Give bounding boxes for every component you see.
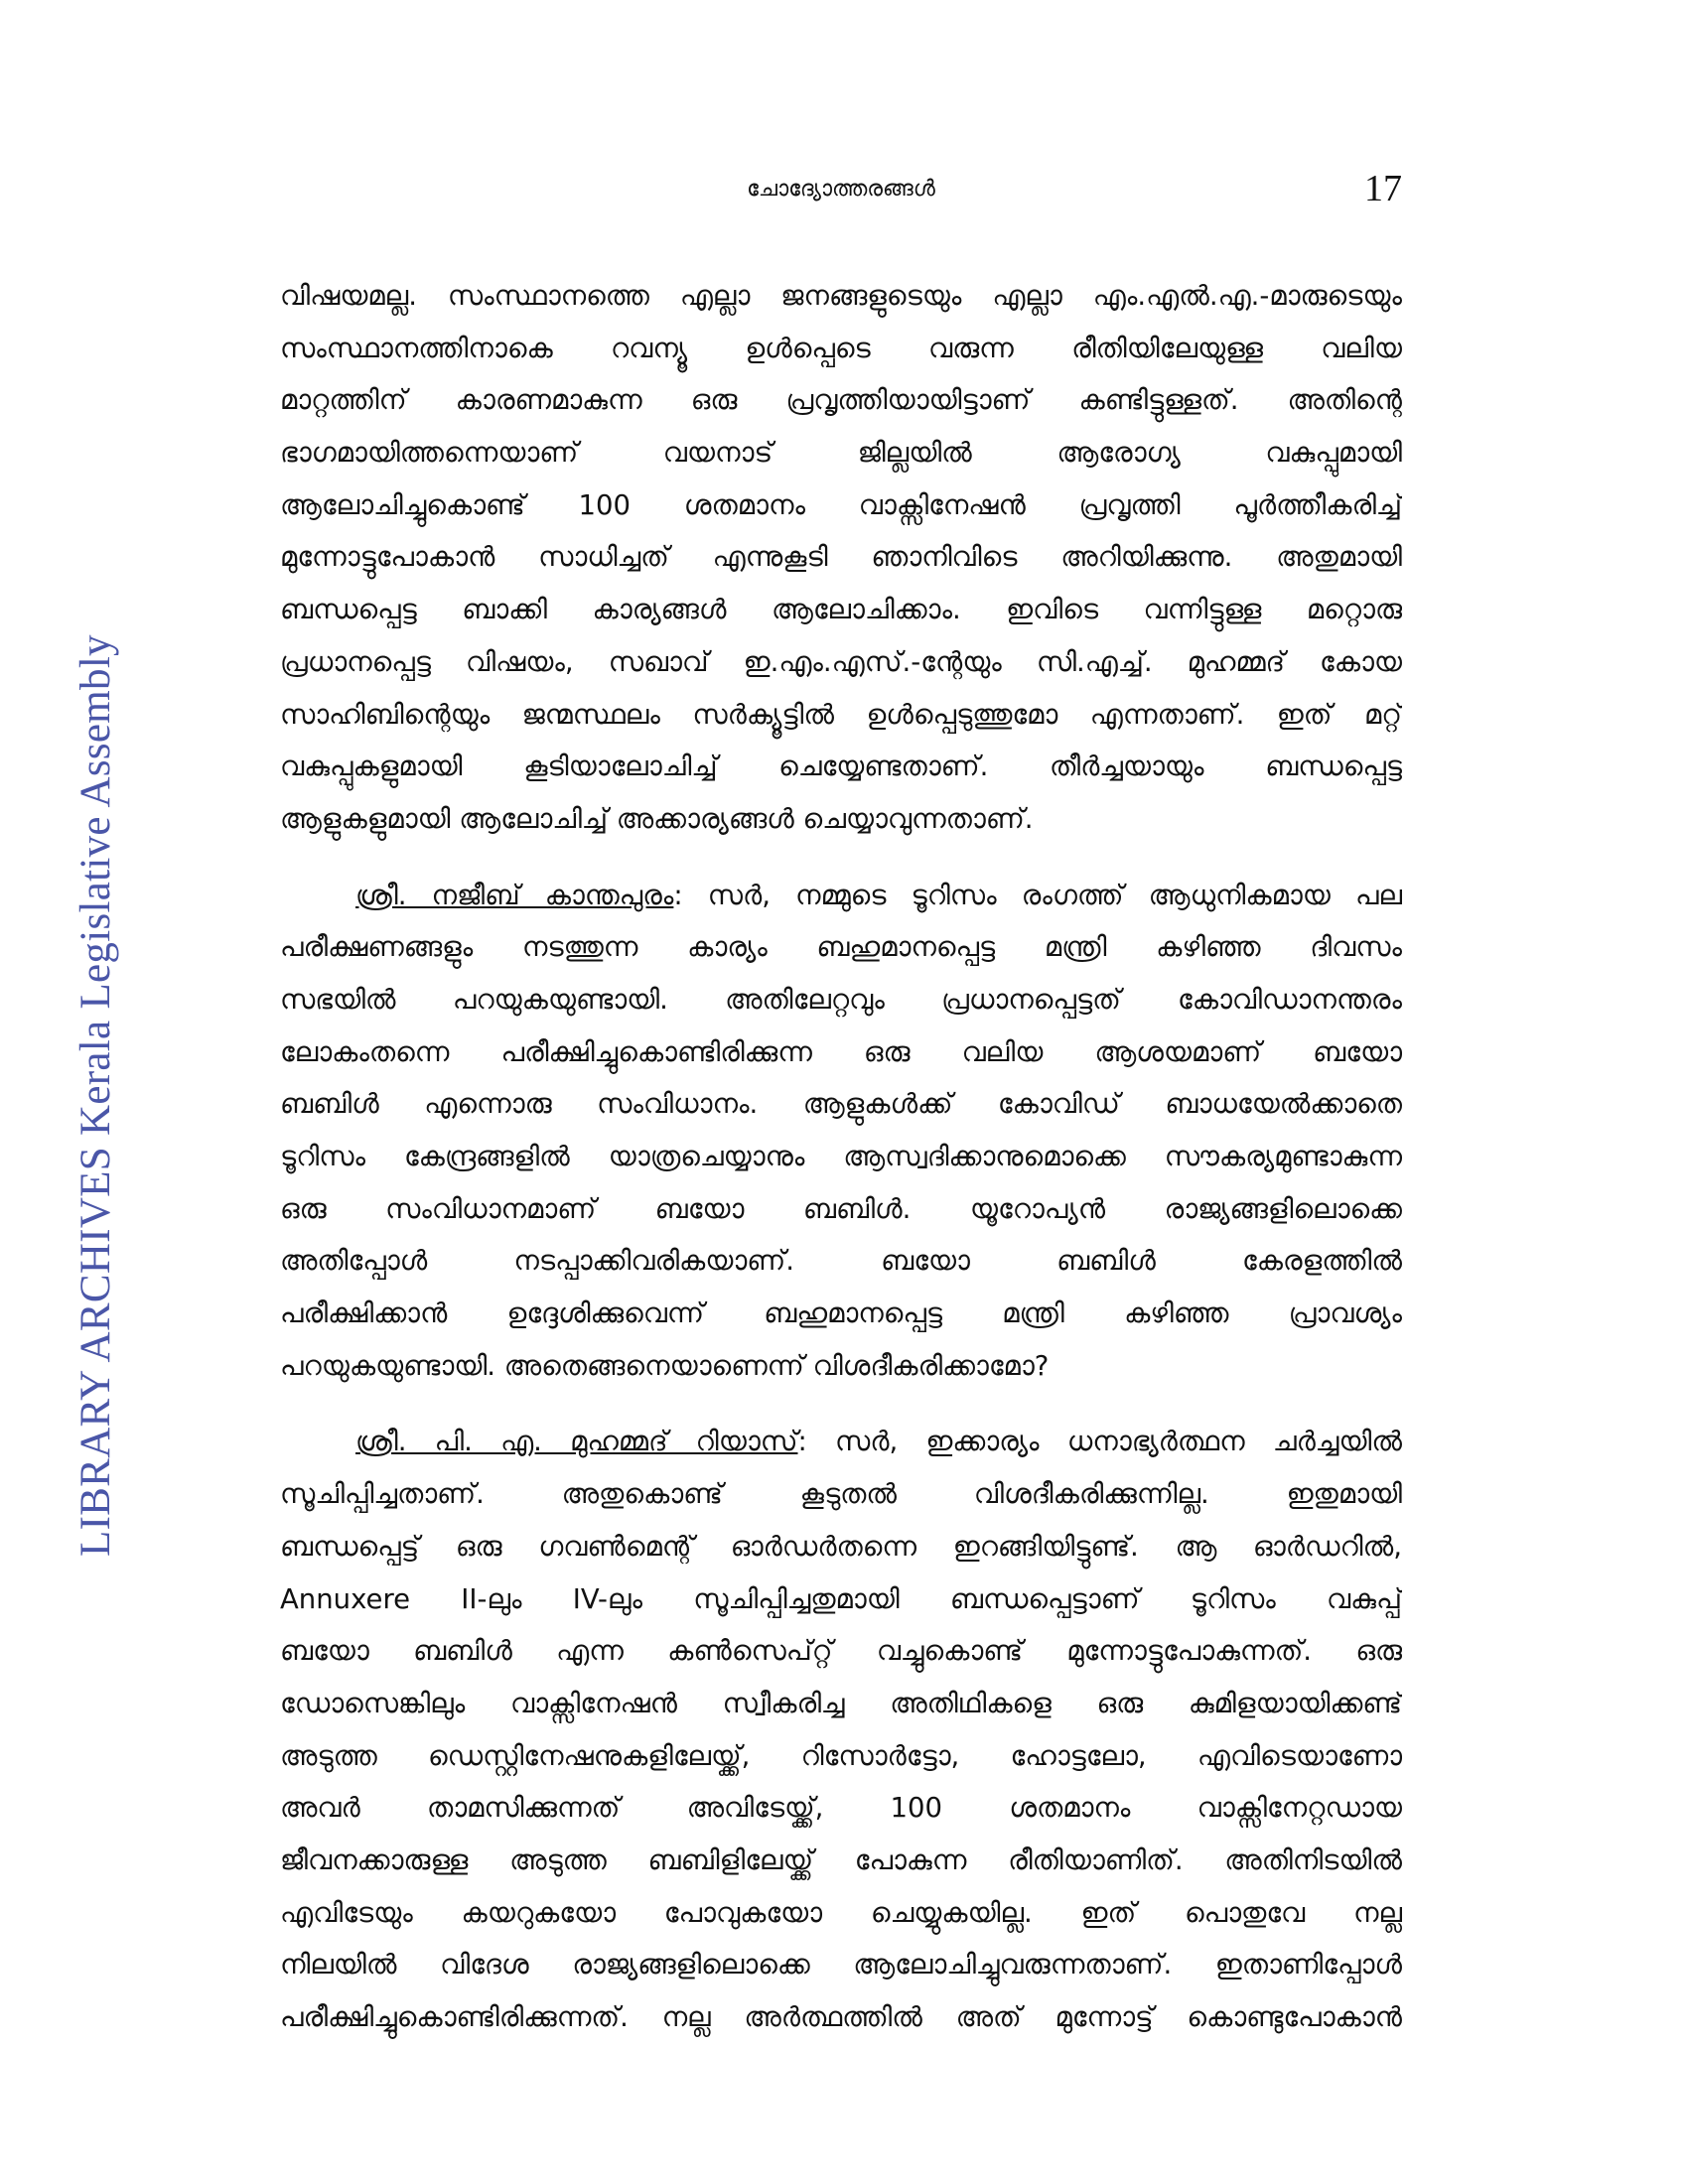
text-line: പരീക്ഷിക്കാൻ ഉദ്ദേശിക്കുവെന്ന് ബഹുമാനപ്പെട്ട മന്ത്രി കഴിഞ്ഞ പ്രാവശ്യം	[280, 1297, 1402, 1330]
paragraph-question	[280, 870, 1402, 1393]
text-line: ബന്ധപ്പെട്ട് ഒരു ഗവൺമെന്റ് ഓർഡർതന്നെ ഇറങ്ങിയിട്ടുണ്ട്. ആ ഓർഡറിൽ,	[280, 1530, 1402, 1563]
text-line: വിഷയമല്ല. സംസ്ഥാനത്തെ എല്ലാ ജനങ്ങളുടെയും എല്ലാ എം.എൽ.എ.-മാരുടെയും	[280, 280, 1402, 312]
text-line: നിലയിൽ വിദേശ രാജ്യങ്ങളിലൊക്കെ ആലോചിച്ചുവരുന്നതാണ്. ഇതാണിപ്പോൾ	[280, 1949, 1402, 1981]
text-line: ബയോ ബബിൾ എന്ന കൺസെപ്റ്റ് വച്ചുകൊണ്ട് മുന്നോട്ടുപോകുന്നത്. ഒരു	[280, 1635, 1402, 1668]
text-line: ബബിൾ എന്നൊരു സംവിധാനം. ആളുകൾക്ക് കോവിഡ് ബാധയേൽക്കാതെ	[280, 1088, 1402, 1121]
page-number: 17	[1364, 168, 1402, 209]
text-line: ഡോസെങ്കിലും വാക്സിനേഷൻ സ്വീകരിച്ച അതിഥികളെ ഒരു കുമിളയായിക്കണ്ട്	[280, 1687, 1402, 1719]
speaker-line-text: : സർ, നമ്മുടെ ടൂറിസം രംഗത്ത് ആധുനികമായ പല	[673, 879, 1402, 911]
vertical-watermark: LIBRARY ARCHIVES Kerala Legislative Assembly	[72, 634, 119, 1557]
text-line: Annuxere II-ലും IV-ലും സൂചിപ്പിച്ചതുമായി ബന്ധപ്പെട്ടാണ് ടൂറിസം വകുപ്പ്	[280, 1582, 1402, 1615]
text-line: പരീക്ഷിച്ചുകൊണ്ടിരിക്കുന്നത്. നല്ല അർത്ഥത്തിൽ അത് മുന്നോട്ട് കൊണ്ടുപോകാൻ	[280, 2001, 1402, 2033]
text-line: പറയുകയുണ്ടായി. അതെങ്ങനെയാണെന്ന് വിശദീകരിക്കാമോ?	[280, 1349, 1050, 1382]
text-line: ഭാഗമായിത്തന്നെയാണ് വയനാട് ജില്ലയിൽ ആരോഗ്യ വകുപ്പുമായി	[280, 437, 1402, 470]
text-line: അവർ താമസിക്കുന്നത് അവിടേയ്ക്ക്, 100 ശതമാനം വാക്സിനേറ്റഡായ	[280, 1792, 1402, 1825]
page-header	[280, 167, 1402, 216]
text-line: പ്രധാനപ്പെട്ട വിഷയം, സഖാവ് ഇ.എം.എസ്.-ന്റേയും സി.എച്ച്. മുഹമ്മദ് കോയ	[280, 645, 1402, 678]
text-line: ലോകംതന്നെ പരീക്ഷിച്ചുകൊണ്ടിരിക്കുന്ന ഒരു വലിയ ആശയമാണ് ബയോ	[280, 1035, 1402, 1068]
paragraph-answer	[280, 1416, 1402, 2043]
text-line: ടൂറിസം കേന്ദ്രങ്ങളിൽ യാത്രചെയ്യാനും ആസ്വദിക്കാനുമൊക്കെ സൗകര്യമുണ്ടാകുന്ന	[280, 1141, 1402, 1172]
text-line: ഒരു സംവിധാനമാണ് ബയോ ബബിൾ. യൂറോപ്യൻ രാജ്യങ്ങളിലൊക്കെ	[280, 1192, 1402, 1225]
speaker-line	[280, 1416, 1402, 1468]
body-text	[280, 270, 1402, 2068]
text-line: പരീക്ഷണങ്ങളും നടത്തുന്ന കാര്യം ബഹുമാനപ്പെട്ട മന്ത്രി കഴിഞ്ഞ ദിവസം	[280, 931, 1402, 964]
text-line: അടുത്ത ഡെസ്റ്റിനേഷനുകളിലേയ്ക്ക്, റിസോർട്ടോ, ഹോട്ടലോ, എവിടെയാണോ	[280, 1739, 1402, 1772]
speaker-line-text: : സർ, ഇക്കാര്യം ധനാഭ്യർത്ഥന ചർച്ചയിൽ	[797, 1426, 1402, 1458]
speaker-name: ശ്രീ. നജീബ് കാന്തപുരം	[355, 879, 674, 911]
text-line: വകുപ്പുകളുമായി കൂടിയാലോചിച്ച് ചെയ്യേണ്ടതാണ്. തീർച്ചയായും ബന്ധപ്പെട്ട	[280, 751, 1402, 783]
text-line: മുന്നോട്ടുപോകാൻ സാധിച്ചത് എന്നുകൂടി ഞാനിവിടെ അറിയിക്കുന്നു. അതുമായി	[280, 541, 1402, 574]
text-line: സൂചിപ്പിച്ചതാണ്. അതുകൊണ്ട് കൂടുതൽ വിശദീകരിക്കുന്നില്ല. ഇതുമായി	[280, 1478, 1402, 1511]
text-line: ആലോചിച്ചുകൊണ്ട് 100 ശതമാനം വാക്സിനേഷൻ പ്രവൃത്തി പൂർത്തീകരിച്ച്	[280, 488, 1402, 521]
text-line: എവിടേയും കയറുകയോ പോവുകയോ ചെയ്യുകയില്ല. ഇത് പൊതുവേ നല്ല	[280, 1896, 1402, 1929]
running-title: ചോദ്യോത്തരങ്ങൾ	[747, 177, 935, 202]
speaker-name: ശ്രീ. പി. എ. മുഹമ്മദ് റിയാസ്	[355, 1426, 798, 1458]
text-line: മാറ്റത്തിന് കാരണമാകുന്ന ഒരു പ്രവൃത്തിയായിട്ടാണ് കണ്ടിട്ടുള്ളത്. അതിന്റെ	[280, 384, 1402, 417]
text-line: സംസ്ഥാനത്തിനാകെ റവന്യൂ ഉൾപ്പെടെ വരുന്ന രീതിയിലേയുള്ള വലിയ	[280, 332, 1402, 364]
speaker-line	[280, 870, 1402, 922]
paragraph-continued	[280, 270, 1402, 846]
text-line: ആളുകളുമായി ആലോചിച്ച് അക്കാര്യങ്ങൾ ചെയ്യാവുന്നതാണ്.	[280, 802, 1034, 835]
text-line: ബന്ധപ്പെട്ട ബാക്കി കാര്യങ്ങൾ ആലോചിക്കാം. ഇവിടെ വന്നിട്ടുള്ള മറ്റൊരു	[280, 594, 1402, 626]
text-line: സാഹിബിന്റെയും ജന്മസ്ഥലം സർക്യൂട്ടിൽ ഉൾപ്പെടുത്തുമോ എന്നതാണ്. ഇത് മറ്റ്	[280, 698, 1402, 731]
text-line: സഭയിൽ പറയുകയുണ്ടായി. അതിലേറ്റവും പ്രധാനപ്പെട്ടത് കോവിഡാനന്തരം	[280, 983, 1402, 1016]
text-line: ജീവനക്കാരുള്ള അടുത്ത ബബിളിലേയ്ക്ക് പോകുന്ന രീതിയാണിത്. അതിനിടയിൽ	[280, 1843, 1402, 1876]
text-line: അതിപ്പോൾ നടപ്പാക്കിവരികയാണ്. ബയോ ബബിൾ കേരളത്തിൽ	[280, 1245, 1402, 1278]
